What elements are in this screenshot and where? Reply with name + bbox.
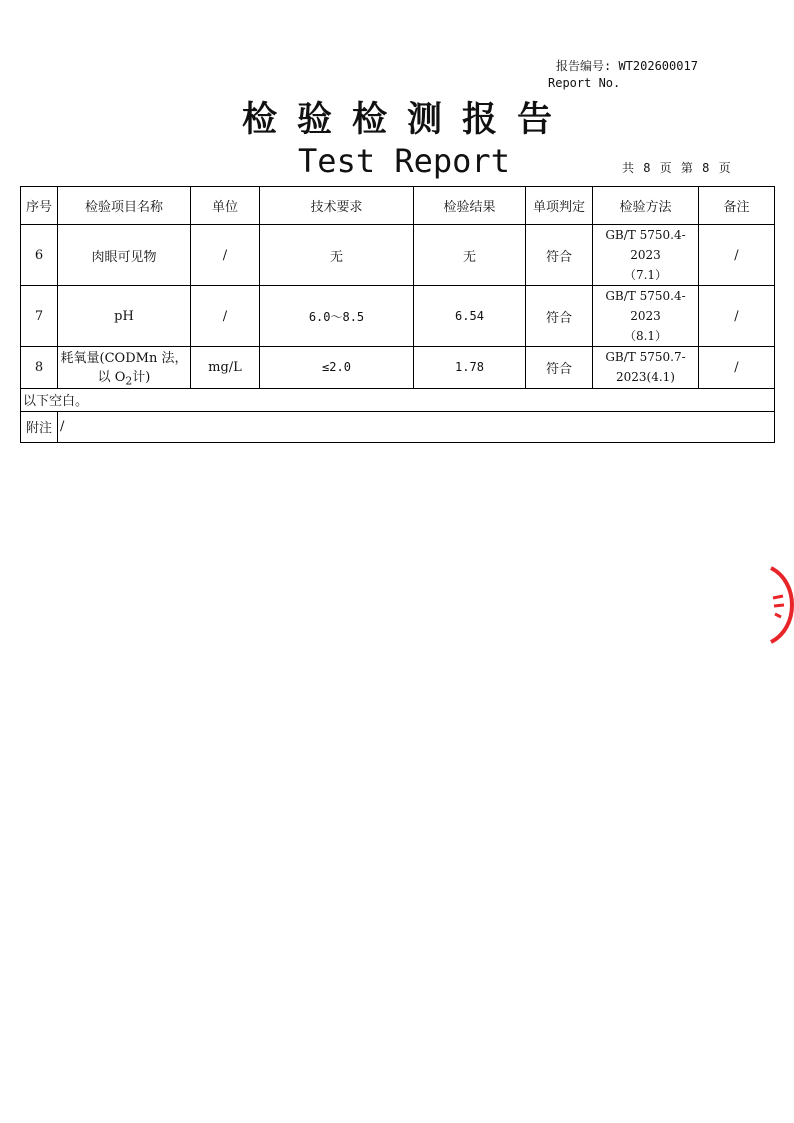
method-line-2: 2023(4.1) [616,370,675,385]
cell-no: 7 [21,286,58,347]
report-number-en: Report No. [548,76,621,90]
method-line-1: GB/T 5750.4-2023 [605,228,686,262]
seal-stamp [769,562,794,648]
table-row [21,347,775,389]
item-line-1: 耗氧量(CODMn 法， [60,351,188,366]
method-line-1: GB/T 5750.4-2023 [605,289,686,323]
cell-result: 1.78 [414,347,526,389]
page-info: 共 8 页 第 8 页 [622,161,732,175]
cell-requirement: ≤2.0 [260,347,414,389]
notes-label: 附注 [21,411,58,442]
cell-item [58,347,191,389]
item-line-2-post: 计) [132,370,151,385]
cell-unit: mg/L [191,347,260,389]
table-header-row [21,187,775,225]
cell-method [593,347,699,389]
cell-no: 8 [21,347,58,389]
cell-method [593,225,699,286]
cell-requirement: 6.0～8.5 [260,286,414,347]
table-row [21,225,775,286]
method-line-2: （7.1） [623,268,668,282]
header-requirement: 技术要求 [260,187,414,225]
item-line-2-pre: 以 O [97,370,126,385]
header-method: 检验方法 [593,187,699,225]
cell-no: 6 [21,225,58,286]
cell-method [593,286,699,347]
header-no: 序号 [21,187,58,225]
blank-note: 以下空白。 [21,388,775,411]
cell-judgement: 符合 [526,225,593,286]
cell-item: pH [58,286,191,347]
table-row [21,286,775,347]
header-unit: 单位 [191,187,260,225]
cell-judgement: 符合 [526,286,593,347]
report-number-cn: 报告编号: WT202600017 [556,59,698,73]
item-line-2-sub: 2 [125,374,133,388]
cell-unit: / [191,225,260,286]
cell-remark: / [699,347,775,389]
title-en: Test Report [298,142,510,180]
header-result: 检验结果 [414,187,526,225]
blank-note-row [21,388,775,411]
cell-unit: / [191,286,260,347]
item-line-2 [60,366,188,388]
title-cn: 检验检测报告 [241,100,572,140]
cell-requirement: 无 [260,225,414,286]
cell-remark: / [699,286,775,347]
cell-item: 肉眼可见物 [58,225,191,286]
method-line-2: （8.1） [623,329,668,343]
notes-value: / [58,411,775,442]
header-judgement: 单项判定 [526,187,593,225]
notes-row [21,411,775,442]
method-line-1: GB/T 5750.7- [605,350,686,365]
cell-judgement: 符合 [526,347,593,389]
results-table [20,186,775,443]
cell-remark: / [699,225,775,286]
report-number [548,58,698,92]
header-remark: 备注 [699,187,775,225]
cell-result: 6.54 [414,286,526,347]
header-item: 检验项目名称 [58,187,191,225]
cell-result: 无 [414,225,526,286]
